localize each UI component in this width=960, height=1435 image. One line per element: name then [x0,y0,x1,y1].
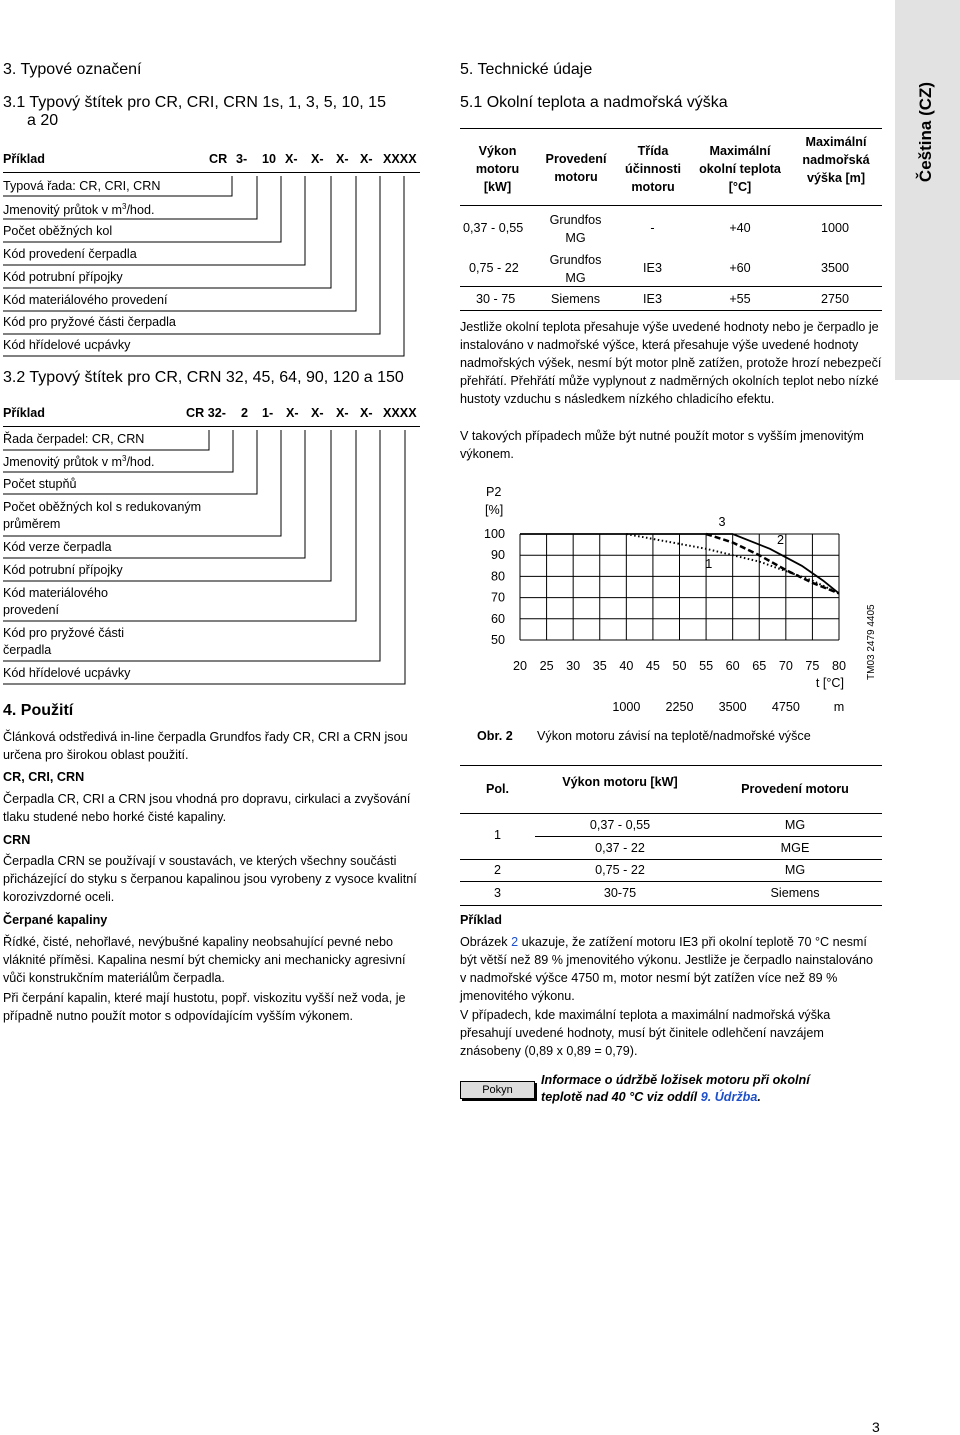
figure-caption: Výkon motoru závisí na teplotě/nadmořské výšce [537,729,811,743]
t2-r4-c3: Siemens [770,886,820,900]
s5-p3: V případech, kde maximální teplota a maximální nadmořská výška přesahují uvedené hodnoty, musí být činitele odlehčení navzájem znásobeny (0,89 x 0,89 = 0,79). [460,1008,831,1058]
np1-item-1: Typová řada: CR, CRI, CRN [3,179,161,193]
np2-item-3: Počet stupňů [3,477,77,491]
s4-h1: CR, CRI, CRN [3,770,85,784]
series-line-3 [706,534,839,593]
language-label: Čeština (CZ) [916,81,935,183]
np1-item-5: Kód potrubní přípojky [3,270,123,284]
t2-r2-c2: 0,37 - 22 [595,841,645,855]
code-2-4: X- [311,406,324,420]
code-1-0: CR [209,152,228,166]
example-label-1: Příklad [3,152,45,166]
code-1-5: X- [336,152,349,166]
x-axis-label: t [°C] [815,676,844,690]
s4-p1: Článková odstředivá in-line čerpadla Grundfos řady CR, CRI a CRN jsou určena pro širokou oblast použití. [3,730,408,762]
t1-r2-c2: Grundfos MG [549,253,602,285]
t1-r2-c1: 0,75 - 22 [469,261,519,275]
t1-r2-c4: +60 [729,261,751,275]
y-axis-unit: [%] [485,503,504,517]
x-tick-label: 50 [672,659,687,673]
y-tick-label: 70 [490,590,505,605]
np2-item-8: Kód pro pryžové části [3,626,125,640]
t1-r3-c4: +55 [729,292,751,306]
t2-r4-c2: 30-75 [603,886,637,900]
t2-r3-c2: 0,75 - 22 [595,863,645,877]
t1-h3: Třída účinnosti motoru [625,144,681,194]
code-1-6: X- [360,152,373,166]
t1-r1-c2: Grundfos MG [549,213,602,245]
np1-item-8: Kód hřídelové ucpávky [3,338,131,352]
code-2-2: 1- [262,406,274,420]
figure-label: Obr. 2 [477,729,513,743]
np2-item-7b: provedení [3,603,60,617]
t1-r2-c3: IE3 [643,261,662,275]
t1-r3-c5: 2750 [820,292,850,306]
x-tick-label: 70 [778,659,793,673]
example-title: Příklad [460,913,502,927]
series-label-2: 2 [777,533,785,547]
x-tick-label: 80 [831,659,847,673]
derating-chart [455,478,895,718]
np2-item-9: Kód hřídelové ucpávky [3,666,131,680]
section-4-title: 4. Použití [3,702,74,719]
x-tick-label: 20 [512,659,528,673]
np2-item-4: Počet oběžných kol s redukovaným [3,500,202,514]
x-tick-label: 35 [592,659,607,673]
section-32-title: 3.2 Typový štítek pro CR, CRN 32, 45, 64, 90, 120 a 150 [3,369,404,386]
np2-item-2: Jmenovitý průtok v $m^3$/hod. [3,454,155,470]
example-text: Obrázek 2 ukazuje, že zatížení motoru IE3 při okolní teplotě 70 °C nesmí být větší než 89 % jmenovitého výkonu. Jestliže je čerpadlo nainstalováno v nadmořské výšce 4750 m, motor nesmí být zatížen více než 89 % jmenovitého výkonu. [460,935,874,1003]
t1-h1: Výkon motoru [kW] [475,144,520,194]
x-tick-label: 65 [752,659,767,673]
t1-r1-c4: +40 [729,221,751,235]
np2-item-1: Řada čerpadel: CR, CRN [3,432,145,446]
altitude-tick-label: 1000 [612,700,641,714]
section-31-title-cont: a 20 [27,112,59,129]
t2-r1-c3: MG [784,818,806,832]
s4-p4: Řídké, čisté, nehořlavé, nevýbušné kapaliny neobsahující pevné nebo vláknité příměsi. Kapalina nesmí být chemicky ani mechanicky agresivní vůči konstrukčním materiálům čerpadla. [3,935,406,985]
code-2-0: CR 32- [186,406,226,420]
section-3-title: 3. Typové označení [3,61,142,78]
altitude-unit-label: m [833,700,845,714]
altitude-tick-label: 4750 [771,700,800,714]
y-tick-label: 80 [490,569,505,584]
s5-p1: Jestliže okolní teplota přesahuje výše uvedené hodnoty nebo je čerpadlo je instalováno v nadmořské výšce, která přesahuje výše uvedené hodnoty nadmořských výšek, nesmí být motor plně zatížen, protože hrozí nebezpečí přehřátí. Přehřátí může vyplynout z nadměrných okolních teplot nebo nízké hustoty vzduchu s následkem nízkého chladicího efektu. [460,320,882,406]
np1-item-4: Kód provedení čerpadla [3,247,137,261]
code-1-2: 10 [262,152,277,166]
np2-item-7: Kód materiálového [3,586,109,600]
np1-item-6: Kód materiálového provedení [3,293,168,307]
x-tick-label: 60 [725,659,740,673]
example-label-2: Příklad [3,406,45,420]
code-1-7: XXXX [383,152,417,166]
t1-h4: Maximální okolní teplota [°C] [699,144,781,194]
np2-item-5: Kód verze čerpadla [3,540,112,554]
figure-code: TM03 2479 4405 [866,604,877,680]
code-2-3: X- [286,406,299,420]
page-number: 3 [872,1419,880,1435]
t1-r3-c2: Siemens [551,292,600,306]
t2-r2-c3: MGE [780,841,810,855]
s4-p3: Čerpadla CRN se používají v soustavách, ve kterých všechny součásti přicházející do styku s čerpanou kapalinou jsou vyrobeny z vysoce kvalitní korozivzdorné oceli. [3,854,417,904]
np2-item-6: Kód potrubní přípojky [3,563,123,577]
t2-r1-c1: 1 [493,828,501,842]
np1-item-7: Kód pro pryžové části čerpadla [3,315,176,329]
code-2-1: 2 [241,406,249,420]
np2-item-4b: průměrem [3,517,61,531]
s4-h2: CRN [3,833,31,847]
t2-h3: Provedení motoru [741,782,849,796]
t1-h2: Provedení motoru [545,152,607,184]
x-tick-label: 55 [699,659,714,673]
y-tick-label: 90 [490,548,505,563]
note-badge: Pokyn [460,1081,535,1099]
series-label-1: 1 [705,556,713,571]
x-tick-label: 30 [566,659,581,673]
t1-r1-c5: 1000 [820,221,850,235]
y-tick-label: 50 [490,633,505,647]
code-1-4: X- [311,152,324,166]
t2-r1-c2: 0,37 - 0,55 [589,818,651,832]
s4-p2: Čerpadla CR, CRI a CRN jsou vhodná pro dopravu, cirkulaci a zvyšování tlaku studené nebo horké čisté kapaliny. [3,792,411,824]
note-link[interactable]: 9. Údržba [700,1090,758,1104]
t1-r1-c3: - [650,221,655,235]
t2-r4-c1: 3 [493,886,501,900]
t2-r3-c3: MG [784,863,806,877]
y-tick-label: 100 [483,527,505,541]
y-tick-label: 60 [490,611,505,626]
t1-r1-c1: 0,37 - 0,55 [463,221,524,235]
y-axis-label: P2 [486,485,502,499]
x-tick-label: 40 [619,659,634,673]
section-51-title: 5.1 Okolní teplota a nadmořská výška [460,94,728,111]
s4-p5: Při čerpání kapalin, které mají hustotu, popř. viskozitu vyšší než voda, je případně nutno použít motor s odpovídajícím vyšším výkonem. [3,991,406,1023]
language-tab [895,0,960,380]
t2-h1: Pol. [485,782,510,796]
s4-h3: Čerpané kapaliny [3,913,108,927]
altitude-tick-label: 3500 [718,700,747,714]
code-1-3: X- [285,152,298,166]
series-label-3: 3 [718,515,726,529]
code-2-5: X- [336,406,349,420]
section-31-title: 3.1 Typový štítek pro CR, CRI, CRN 1s, 1, 3, 5, 10, 15 [3,94,386,111]
t1-r3-c1: 30 - 75 [476,292,516,306]
x-tick-label: 45 [645,659,660,673]
t2-r3-c1: 2 [493,863,501,877]
code-2-6: X- [360,406,373,420]
x-tick-label: 25 [539,659,554,673]
section-5-title: 5. Technické údaje [460,61,593,78]
np2-item-8b: čerpadla [3,643,52,657]
t2-h2: Výkon motoru [kW] [562,775,678,789]
np1-item-3: Počet oběžných kol [3,224,113,238]
altitude-tick-label: 2250 [665,700,694,714]
note-line-1: Informace o údržbě ložisek motoru při okolní [541,1073,810,1087]
s5-p2: V takových případech může být nutné použít motor s vyšším jmenovitým výkonem. [460,429,864,461]
np1-item-2: Jmenovitý průtok v $m^3$/hod. [3,202,155,218]
code-2-7: XXXX [383,406,417,420]
code-1-1: 3- [236,152,248,166]
t1-r3-c3: IE3 [643,292,662,306]
t1-r2-c5: 3500 [820,261,850,275]
t1-h5: Maximální nadmořská výška [m] [802,135,870,185]
note-line-2: teplotě nad 40 °C viz oddíl 9. Údržba. [541,1090,761,1104]
x-tick-label: 75 [805,659,820,673]
